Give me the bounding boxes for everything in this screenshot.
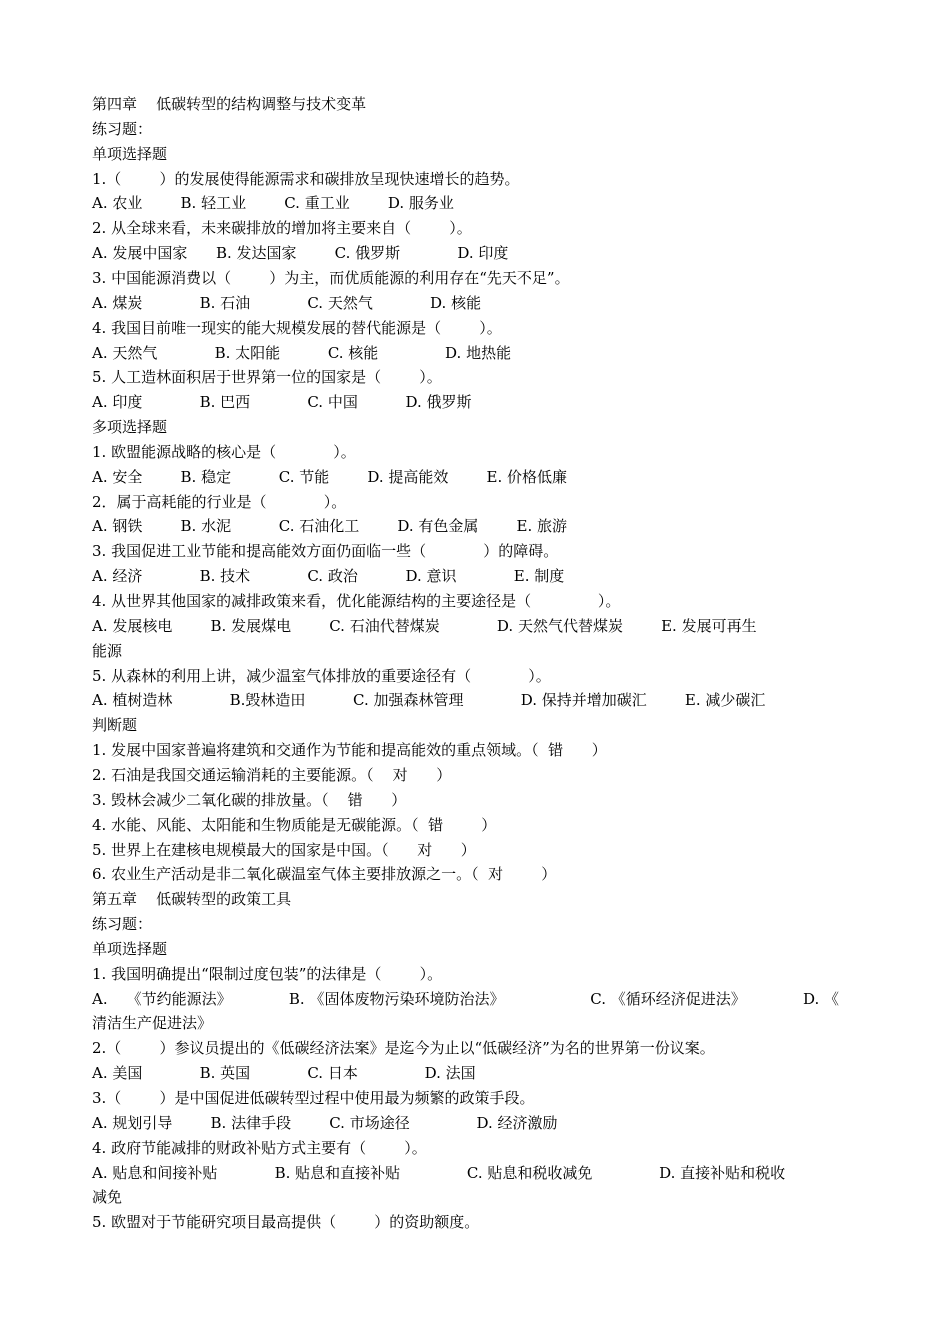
ch4-tf-heading: 判断题 — [92, 716, 138, 735]
ch4-s3-opts: A. 煤炭 B. 石油 C. 天然气 D. 核能 — [92, 293, 482, 312]
ch4-multi-heading: 多项选择题 — [92, 418, 168, 437]
ch5-s2-q: 2.（ ）参议员提出的《低碳经济法案》是迄今为止以“低碳经济”为名的世界第一份议案。 — [92, 1039, 715, 1058]
ch5-s4-q: 4. 政府节能减排的财政补贴方式主要有（ ）。 — [92, 1138, 427, 1157]
ch4-m2-opts: A. 钢铁 B. 水泥 C. 石油化工 D. 有色金属 E. 旅游 — [92, 517, 568, 536]
ch4-s4-q: 4. 我国目前唯一现实的能大规模发展的替代能源是（ ）。 — [92, 318, 502, 337]
ch4-tf2: 2. 石油是我国交通运输消耗的主要能源。（ 对 ） — [92, 765, 452, 784]
ch4-tf5: 5. 世界上在建核电规模最大的国家是中国。（ 对 ） — [92, 840, 476, 859]
ch4-title: 第四章 低碳转型的结构调整与技术变革 — [92, 95, 367, 113]
ch4-m3-opts: A. 经济 B. 技术 C. 政治 D. 意识 E. 制度 — [92, 567, 565, 586]
ch5-title: 第五章 低碳转型的政策工具 — [92, 890, 292, 909]
ch5-single-heading: 单项选择题 — [92, 939, 168, 958]
ch4-s1-q: 1.（ ）的发展使得能源需求和碳排放呈现快速增长的趋势。 — [92, 169, 520, 188]
ch4-m4-opts: A. 发展核电 B. 发展煤电 C. 石油代替煤炭 D. 天然气代替煤炭 E. 发展可再生 能源 — [92, 616, 757, 660]
ch4-s5-q: 5. 人工造林面积居于世界第一位的国家是（ ）。 — [92, 368, 442, 387]
ch4-tf3: 3. 毁林会减少二氧化碳的排放量。（ 错 ） — [92, 790, 407, 809]
ch4-single-heading: 单项选择题 — [92, 144, 168, 163]
ch5-s2-opts: A. 美国 B. 英国 C. 日本 D. 法国 — [92, 1064, 476, 1083]
ch4-tf4: 4. 水能、风能、太阳能和生物质能是无碳能源。（ 错 ） — [92, 815, 497, 834]
ch4-s2-q: 2. 从全球来看，未来碳排放的增加将主要来自（ ）。 — [92, 219, 472, 238]
ch4-m1-opts: A. 安全 B. 稳定 C. 节能 D. 提高能效 E. 价格低廉 — [92, 467, 568, 486]
ch5-s5-q: 5. 欧盟对于节能研究项目最高提供（ ）的资助额度。 — [92, 1213, 480, 1232]
ch4-m2-q: 2．属于高耗能的行业是（ ）。 — [92, 492, 347, 511]
ch5-s3-opts: A. 规划引导 B. 法律手段 C. 市场途径 D. 经济激励 — [92, 1113, 558, 1132]
ch4-m4-q: 4. 从世界其他国家的减排政策来看，优化能源结构的主要途径是（ ）。 — [92, 592, 621, 610]
ch4-s2-opts: A. 发展中国家 B. 发达国家 C. 俄罗斯 D. 印度 — [92, 244, 509, 263]
ch4-m1-q: 1. 欧盟能源战略的核心是（ ）。 — [92, 442, 356, 461]
ch4-s1-opts: A. 农业 B. 轻工业 C. 重工业 D. 服务业 — [92, 194, 454, 213]
ch4-s4-opts: A. 天然气 B. 太阳能 C. 核能 D. 地热能 — [92, 343, 512, 362]
ch4-s5-opts: A. 印度 B. 巴西 C. 中国 D. 俄罗斯 — [92, 393, 472, 412]
ch5-s1-q: 1. 我国明确提出“限制过度包装”的法律是（ ）。 — [92, 964, 443, 983]
ch5-exercises: 练习题： — [92, 915, 153, 934]
ch4-tf1: 1. 发展中国家普遍将建筑和交通作为节能和提高能效的重点领域。（ 错 ） — [92, 741, 607, 760]
ch4-exercises: 练习题： — [92, 119, 153, 138]
ch4-m3-q: 3. 我国促进工业节能和提高能效方面仍面临一些（ ）的障碍。 — [92, 542, 559, 561]
ch4-m5-opts: A. 植树造林 B.毁林造田 C. 加强森林管理 D. 保持并增加碳汇 E. 减少碳汇 — [92, 691, 766, 710]
ch5-s1-opts: A. 《节约能源法》 B. 《固体废物污染环境防治法》 C. 《循环经济促进法》 D. 《 清洁生产促进法》 — [92, 989, 840, 1033]
ch4-tf6: 6. 农业生产活动是非二氧化碳温室气体主要排放源之一。（ 对 ） — [92, 865, 557, 884]
ch5-s4-opts: A. 贴息和间接补贴 B. 贴息和直接补贴 C. 贴息和税收减免 D. 直接补贴和税收 减免 — [92, 1163, 786, 1207]
ch4-s3-q: 3. 中国能源消费以（ ）为主，而优质能源的利用存在“先天不足”。 — [92, 268, 570, 287]
ch4-m5-q: 5. 从森林的利用上讲，减少温室气体排放的重要途径有（ ）。 — [92, 666, 551, 685]
ch5-s3-q: 3.（ ）是中国促进低碳转型过程中使用最为频繁的政策手段。 — [92, 1089, 535, 1107]
